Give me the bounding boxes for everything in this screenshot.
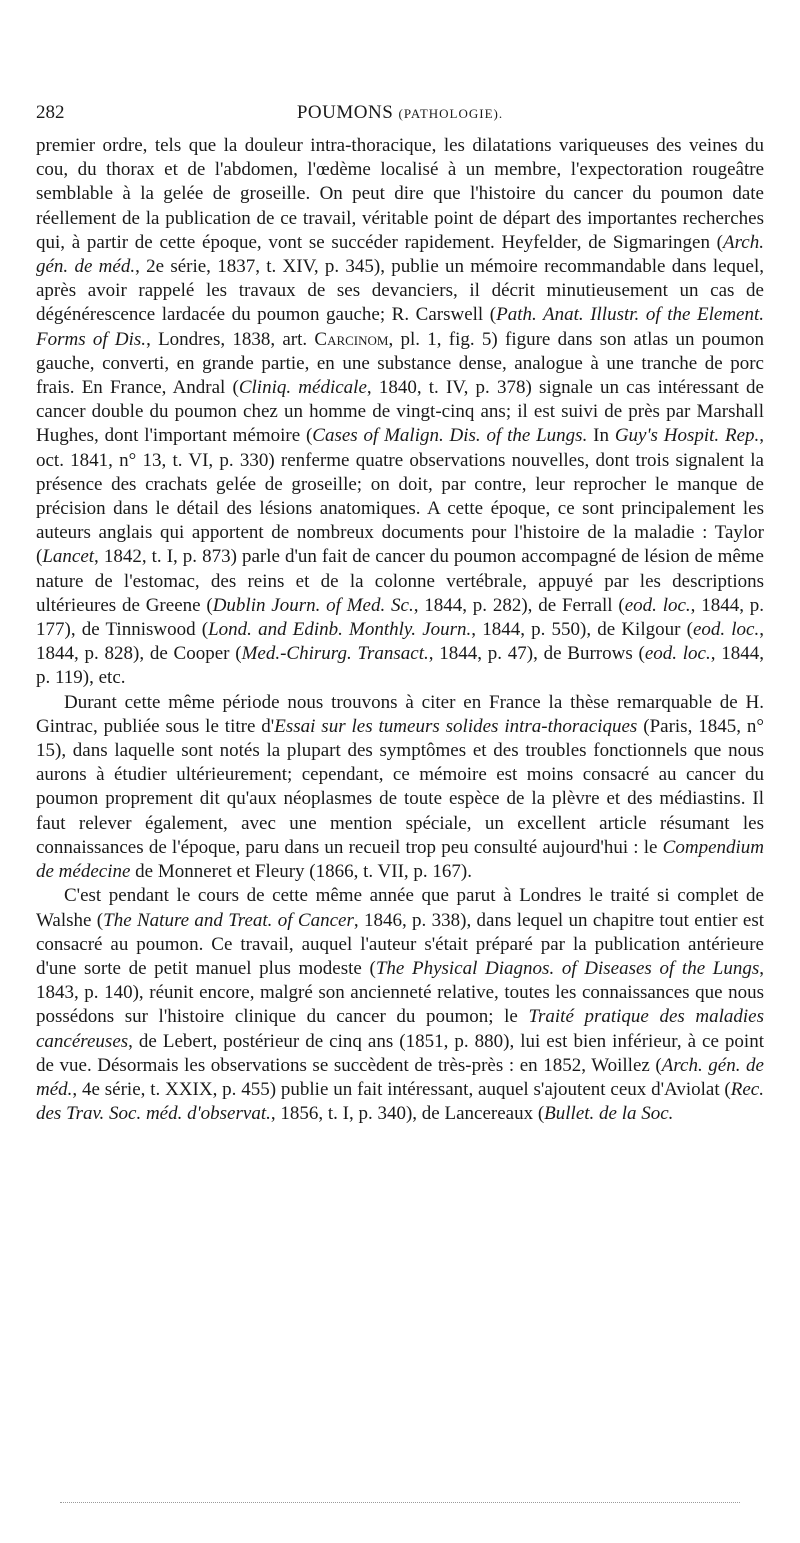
bottom-rule — [60, 1502, 740, 1503]
text-run: , 1846, p. 338), dans lequel un chapitre tout entier est consacré au poumon. Ce travail, auquel l'auteur s'était préparé par la publication antérieure d'une sorte de petit manuel plus modeste ( — [36, 909, 764, 979]
text-run: C'est pendant le cours de cette même année que parut à Londres le traité si complet de Walshe ( — [36, 885, 764, 931]
page-header — [36, 100, 764, 134]
paragraph-2 — [36, 691, 764, 885]
citation-title: eod. loc. — [624, 594, 691, 616]
running-title-main: POUMONS — [296, 102, 394, 123]
text-run: (Paris, 1845, n° 15), dans laquelle sont notés la plupart des symptômes et des troubles fonctionnels que nous aurons à étudier ultérieurement; cependant, ce mémoire est moins consacré au cancer du poumon proprement dit qu'aux néoplasmes de toute espèce de la plèvre et des médiastins. Il faut relever également, avec une mention spéciale, un excellent article résumant les connaissances de l'époque, paru dans un recueil trop peu consulté aujourd'hui : le — [36, 715, 764, 858]
text-run: Durant cette même période nous trouvons à citer en France la thèse remarquable de H. Gintrac, publiée sous le titre d' — [36, 691, 764, 737]
citation-title: The Physical Diagnos. of Diseases of the Lungs — [375, 957, 760, 979]
text-run: , oct. 1841, n° 13, t. VI, p. 330) renferme quatre observations nouvelles, dont trois signalent la présence des crachats gelée de groseille; on doit, par contre, leur reprocher le manque de précision dans le détail des lésions anatomiques. A cette époque, ce sont principalement les auteurs anglais qui apportent de nombreux documents pour l'histoire de la maladie : Taylor ( — [36, 425, 765, 568]
citation-title: The Nature and Treat. of Cancer — [103, 909, 354, 931]
citation-title: Dublin Journ. of Med. Sc. — [212, 594, 414, 616]
citation-title: Compendium de médecine — [36, 836, 764, 883]
text-run: , 1844, p. 177), de Tinniswood ( — [36, 594, 765, 641]
text-run: , 1844, p. 119), etc. — [36, 643, 764, 689]
text-run: , 1844, p. 282), de Ferrall ( — [413, 594, 625, 616]
citation-title: Rec. des Trav. Soc. méd. d'observat. — [36, 1078, 764, 1125]
paragraph-3 — [36, 884, 764, 1126]
citation-title: Cliniq. médicale — [238, 377, 367, 399]
citation-title: Arch. gén. de méd. — [36, 1054, 764, 1100]
citation-title: Lond. and Edinb. Monthly. Journ. — [208, 619, 472, 641]
text-run: , pl. 1, fig. 5) figure dans son atlas un poumon gauche, converti, en grande partie, en une substance dense, analogue à une tranche de porc frais. En France, Andral ( — [36, 328, 764, 399]
text-run: , 2e série, 1837, t. XIV, p. 345), publie un mémoire recommandable dans lequel, après avoir rappelé les travaux de ses devanciers, il décrit minutieusement un cas de dégénérescence lardacée du poumon gauche; R. Carswell ( — [36, 256, 764, 326]
citation-title: Traité pratique des maladies cancéreuses — [36, 1006, 764, 1052]
citation-title: Path. Anat. Illustr. of the Element. Forms of Dis. — [36, 304, 765, 350]
citation-title: Arch. gén. de méd. — [36, 231, 764, 278]
citation-title: Guy's Hospit. Rep. — [614, 425, 760, 447]
paragraph-1 — [36, 134, 764, 691]
running-title-sub: (PATHOLOGIE). — [398, 106, 504, 121]
citation-title: Cases of Malign. Dis. of the Lungs. — [312, 425, 588, 447]
page-number: 282 — [36, 102, 65, 123]
text-run: , 4e série, t. XXIX, p. 455) publie un fait intéressant, auquel s'ajoutent ceux d'Aviolat ( — [72, 1078, 731, 1100]
text-run: In — [587, 425, 615, 447]
citation-title: eod. loc. — [644, 643, 711, 665]
text-run: , 1856, t. I, p. 340), de Lancereaux ( — [270, 1103, 545, 1125]
text-run: , 1842, t. I, p. 873) parle d'un fait de cancer du poumon accompagné de lésion de même nature de l'estomac, des reins et de la colonne vertébrale, appuyé par les descriptions ultérieures de Greene ( — [36, 546, 764, 616]
text-run: , 1843, p. 140), réunit encore, malgré son ancienneté relative, toutes les connaissances que nous possédons sur l'histoire clinique du cancer du poumon; le — [36, 957, 764, 1028]
body-text — [36, 134, 764, 1126]
citation-title: Essai sur les tumeurs solides intra-thoraciques — [274, 715, 638, 737]
text-run: de Monneret et Fleury (1866, t. VII, p. 167). — [130, 861, 473, 883]
citation-title: Med.-Chirurg. Transact. — [241, 643, 429, 665]
text-run: , 1840, t. IV, p. 378) signale un cas intéressant de cancer double du poumon chez un homme de vingt-cinq ans; il est suivi de près par Marshall Hughes, dont l'important mémoire ( — [36, 377, 764, 447]
text-run: , Londres, 1838, art. — [146, 328, 315, 350]
citation-title: Bullet. de la Soc. — [544, 1103, 674, 1125]
document-page — [36, 100, 764, 1126]
citation-title: Lancet — [42, 546, 95, 568]
text-run: , 1844, p. 828), de Cooper ( — [36, 619, 764, 665]
citation-title: eod. loc. — [692, 619, 760, 641]
text-run: , 1844, p. 550), de Kilgour ( — [471, 619, 693, 641]
running-title — [36, 102, 764, 124]
text-run: , de Lebert, postérieur de cinq ans (1851, p. 880), lui est bien inférieur, à ce point de vue. Désormais les observations se succèdent de très-près : en 1852, Woillez ( — [36, 1030, 764, 1076]
small-caps-term: Carcinom — [314, 328, 389, 350]
text-run: premier ordre, tels que la douleur intra-thoracique, les dilatations variqueuses des veines du cou, du thorax et de l'abdomen, l'œdème localisé à un membre, l'expectoration rougeâtre semblable à la gelée de groseille. On peut dire que l'histoire du cancer du poumon date réellement de la publication de ce travail, véritable point de départ des importantes recherches qui, à partir de cette époque, vont se succéder rapidement. Heyfelder, de Sigmaringen ( — [36, 135, 764, 253]
text-run: , 1844, p. 47), de Burrows ( — [428, 643, 645, 665]
